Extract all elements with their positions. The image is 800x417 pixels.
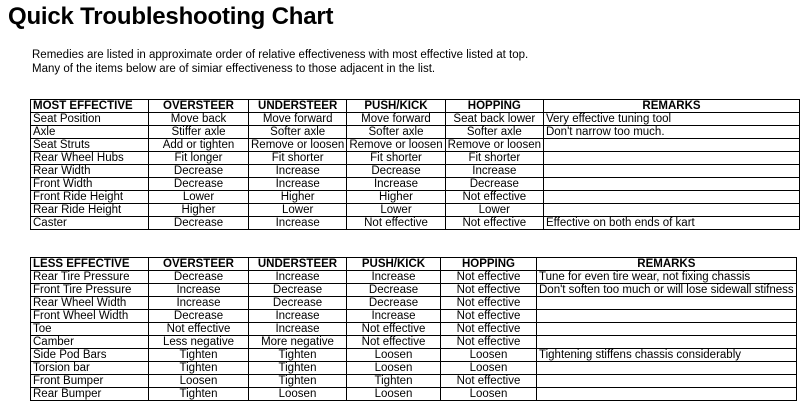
- remarks-cell: [537, 310, 797, 323]
- hopping-cell: Loosen: [441, 388, 537, 401]
- oversteer-cell: Lower: [149, 191, 249, 204]
- hopping-cell: Softer axle: [445, 126, 543, 139]
- remarks-cell: [543, 204, 799, 217]
- hopping-cell: Lower: [445, 204, 543, 217]
- row-item-label: Torsion bar: [31, 362, 149, 375]
- table-row: [31, 336, 797, 349]
- push-kick-cell: Not effective: [347, 323, 441, 336]
- remarks-cell: [537, 388, 797, 401]
- row-item-label: Rear Wheel Width: [31, 297, 149, 310]
- section-heading: LESS EFFECTIVE: [31, 258, 149, 271]
- push-kick-cell: Loosen: [347, 388, 441, 401]
- push-kick-cell: Remove or loosen: [347, 139, 445, 152]
- push-kick-cell: Loosen: [347, 362, 441, 375]
- row-item-label: Front Wheel Width: [31, 310, 149, 323]
- table-row: [31, 388, 797, 401]
- table-row: [31, 178, 800, 191]
- remarks-cell: Tightening stiffens chassis considerably: [537, 349, 797, 362]
- column-header-understeer: UNDERSTEER: [249, 100, 347, 113]
- understeer-cell: Decrease: [249, 297, 347, 310]
- push-kick-cell: Fit shorter: [347, 152, 445, 165]
- row-item-label: Rear Wheel Hubs: [31, 152, 149, 165]
- hopping-cell: Not effective: [441, 375, 537, 388]
- hopping-cell: Decrease: [445, 178, 543, 191]
- row-item-label: Front Tire Pressure: [31, 284, 149, 297]
- hopping-cell: Not effective: [445, 191, 543, 204]
- page-title: Quick Troubleshooting Chart: [8, 3, 334, 30]
- oversteer-cell: Tighten: [149, 349, 249, 362]
- table-row: [31, 271, 797, 284]
- hopping-cell: Loosen: [441, 349, 537, 362]
- hopping-cell: Fit shorter: [445, 152, 543, 165]
- understeer-cell: Remove or loosen: [249, 139, 347, 152]
- oversteer-cell: Loosen: [149, 375, 249, 388]
- column-header-push-kick: PUSH/KICK: [347, 100, 445, 113]
- table-row: [31, 139, 800, 152]
- table-row: [31, 191, 800, 204]
- remarks-cell: [543, 139, 799, 152]
- row-item-label: Rear Ride Height: [31, 204, 149, 217]
- table-header-row: [31, 258, 797, 271]
- hopping-cell: Not effective: [441, 271, 537, 284]
- row-item-label: Rear Tire Pressure: [31, 271, 149, 284]
- push-kick-cell: Loosen: [347, 349, 441, 362]
- push-kick-cell: Decrease: [347, 165, 445, 178]
- push-kick-cell: Softer axle: [347, 126, 445, 139]
- most-effective-table: [30, 99, 800, 230]
- remarks-cell: [537, 375, 797, 388]
- push-kick-cell: Tighten: [347, 375, 441, 388]
- oversteer-cell: Fit longer: [149, 152, 249, 165]
- row-item-label: Front Width: [31, 178, 149, 191]
- row-item-label: Axle: [31, 126, 149, 139]
- table-row: [31, 362, 797, 375]
- understeer-cell: Lower: [249, 204, 347, 217]
- understeer-cell: Increase: [249, 217, 347, 230]
- row-item-label: Toe: [31, 323, 149, 336]
- understeer-cell: More negative: [249, 336, 347, 349]
- remarks-cell: Tune for even tire wear, not fixing chassis: [537, 271, 797, 284]
- table-row: [31, 375, 797, 388]
- remarks-cell: Effective on both ends of kart: [543, 217, 799, 230]
- understeer-cell: Increase: [249, 323, 347, 336]
- remarks-cell: [543, 191, 799, 204]
- column-header-remarks: REMARKS: [543, 100, 799, 113]
- table-row: [31, 217, 800, 230]
- less-effective-table: [30, 257, 797, 401]
- oversteer-cell: Less negative: [149, 336, 249, 349]
- oversteer-cell: Increase: [149, 284, 249, 297]
- remarks-cell: Very effective tuning tool: [543, 113, 799, 126]
- understeer-cell: Tighten: [249, 362, 347, 375]
- column-header-remarks: REMARKS: [537, 258, 797, 271]
- hopping-cell: Not effective: [445, 217, 543, 230]
- understeer-cell: Move forward: [249, 113, 347, 126]
- section-heading: MOST EFFECTIVE: [31, 100, 149, 113]
- column-header-hopping: HOPPING: [445, 100, 543, 113]
- column-header-hopping: HOPPING: [441, 258, 537, 271]
- table-row: [31, 323, 797, 336]
- intro-line: Many of the items below are of simiar effectiveness to those adjacent in the list.: [32, 63, 436, 75]
- oversteer-cell: Increase: [149, 297, 249, 310]
- intro-line: Remedies are listed in approximate order of relative effectiveness with most effective listed at top.: [32, 49, 529, 61]
- oversteer-cell: Decrease: [149, 271, 249, 284]
- oversteer-cell: Tighten: [149, 362, 249, 375]
- oversteer-cell: Higher: [149, 204, 249, 217]
- push-kick-cell: Increase: [347, 310, 441, 323]
- column-header-understeer: UNDERSTEER: [249, 258, 347, 271]
- remarks-cell: [543, 165, 799, 178]
- row-item-label: Caster: [31, 217, 149, 230]
- push-kick-cell: Lower: [347, 204, 445, 217]
- push-kick-cell: Not effective: [347, 336, 441, 349]
- row-item-label: Rear Bumper: [31, 388, 149, 401]
- row-item-label: Seat Position: [31, 113, 149, 126]
- remarks-cell: Don't soften too much or will lose sidewall stifness: [537, 284, 797, 297]
- table-row: [31, 297, 797, 310]
- table-row: [31, 113, 800, 126]
- table-row: [31, 126, 800, 139]
- table-row: [31, 152, 800, 165]
- push-kick-cell: Increase: [347, 271, 441, 284]
- remarks-cell: [543, 152, 799, 165]
- column-header-push-kick: PUSH/KICK: [347, 258, 441, 271]
- row-item-label: Camber: [31, 336, 149, 349]
- column-header-oversteer: OVERSTEER: [149, 258, 249, 271]
- table-row: [31, 310, 797, 323]
- remarks-cell: [537, 297, 797, 310]
- hopping-cell: Loosen: [441, 362, 537, 375]
- intro-text: [32, 48, 528, 76]
- remarks-cell: [537, 336, 797, 349]
- table-row: [31, 204, 800, 217]
- push-kick-cell: Higher: [347, 191, 445, 204]
- understeer-cell: Decrease: [249, 284, 347, 297]
- oversteer-cell: Decrease: [149, 178, 249, 191]
- hopping-cell: Not effective: [441, 323, 537, 336]
- row-item-label: Front Ride Height: [31, 191, 149, 204]
- oversteer-cell: Add or tighten: [149, 139, 249, 152]
- understeer-cell: Tighten: [249, 375, 347, 388]
- understeer-cell: Increase: [249, 165, 347, 178]
- understeer-cell: Increase: [249, 310, 347, 323]
- push-kick-cell: Decrease: [347, 297, 441, 310]
- table-row: [31, 349, 797, 362]
- column-header-oversteer: OVERSTEER: [149, 100, 249, 113]
- oversteer-cell: Move back: [149, 113, 249, 126]
- remarks-cell: [543, 178, 799, 191]
- understeer-cell: Softer axle: [249, 126, 347, 139]
- hopping-cell: Not effective: [441, 310, 537, 323]
- table-header-row: [31, 100, 800, 113]
- oversteer-cell: Decrease: [149, 165, 249, 178]
- push-kick-cell: Move forward: [347, 113, 445, 126]
- remarks-cell: [537, 323, 797, 336]
- oversteer-cell: Tighten: [149, 388, 249, 401]
- oversteer-cell: Decrease: [149, 310, 249, 323]
- hopping-cell: Remove or loosen: [445, 139, 543, 152]
- understeer-cell: Increase: [249, 271, 347, 284]
- row-item-label: Front Bumper: [31, 375, 149, 388]
- remarks-cell: [537, 362, 797, 375]
- understeer-cell: Fit shorter: [249, 152, 347, 165]
- push-kick-cell: Increase: [347, 178, 445, 191]
- hopping-cell: Not effective: [441, 284, 537, 297]
- table-row: [31, 165, 800, 178]
- understeer-cell: Tighten: [249, 349, 347, 362]
- hopping-cell: Seat back lower: [445, 113, 543, 126]
- remarks-cell: Don't narrow too much.: [543, 126, 799, 139]
- oversteer-cell: Not effective: [149, 323, 249, 336]
- row-item-label: Seat Struts: [31, 139, 149, 152]
- understeer-cell: Loosen: [249, 388, 347, 401]
- hopping-cell: Increase: [445, 165, 543, 178]
- push-kick-cell: Not effective: [347, 217, 445, 230]
- oversteer-cell: Stiffer axle: [149, 126, 249, 139]
- hopping-cell: Not effective: [441, 336, 537, 349]
- understeer-cell: Higher: [249, 191, 347, 204]
- understeer-cell: Increase: [249, 178, 347, 191]
- table-row: [31, 284, 797, 297]
- hopping-cell: Not effective: [441, 297, 537, 310]
- oversteer-cell: Decrease: [149, 217, 249, 230]
- row-item-label: Side Pod Bars: [31, 349, 149, 362]
- push-kick-cell: Decrease: [347, 284, 441, 297]
- row-item-label: Rear Width: [31, 165, 149, 178]
